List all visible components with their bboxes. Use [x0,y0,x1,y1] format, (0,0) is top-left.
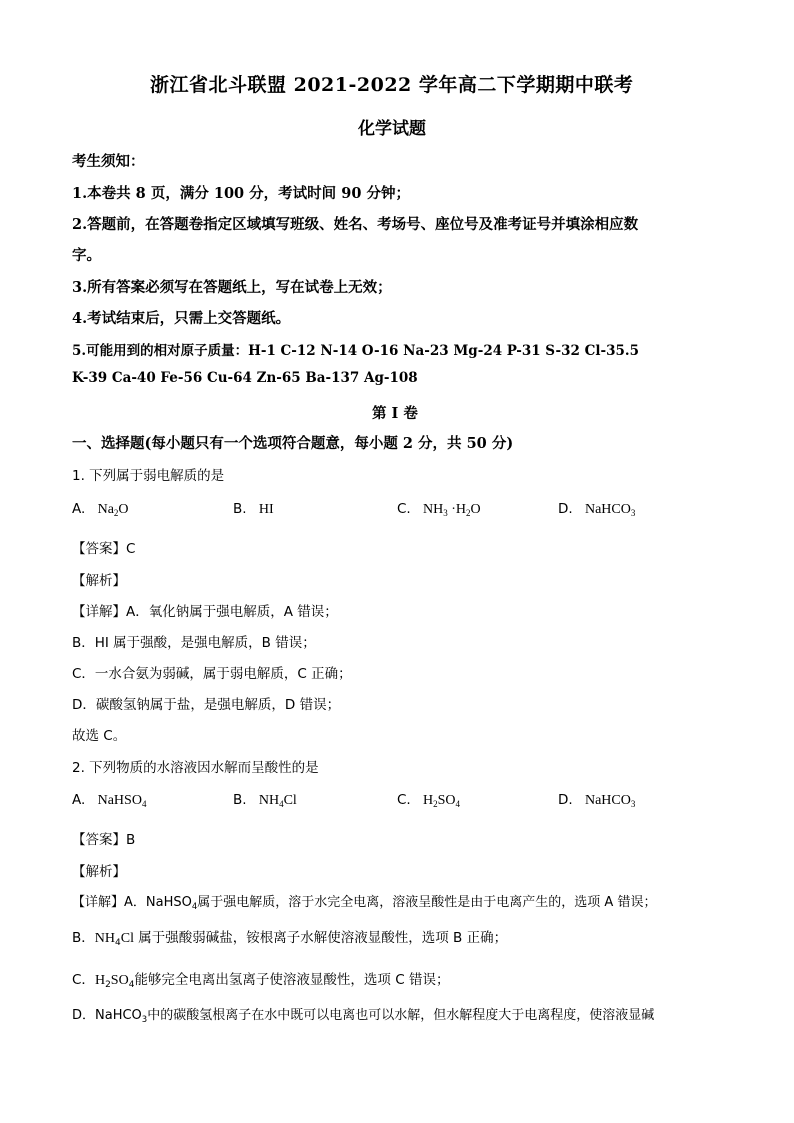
q2-option-d [558,792,635,809]
notice-heading: 考生须知： [72,153,145,170]
section-heading: 一、选择题(每小题只有一个选项符合题意，每小题 2 分，共 50 分) [72,435,514,452]
q1-detail-a: 【详解】A．氧化钠属于强电解质，A 错误； [72,604,338,620]
notice-item-4: 4.考试结束后，只需上交答题纸。 [72,310,291,327]
q1-option-d-label: D. [558,501,573,517]
q1-stem: 1. 下列属于弱电解质的是 [72,468,225,484]
q1-option-a [72,501,129,518]
notice-item-2-line-2: 字。 [72,247,101,264]
q2-option-b-label: B. [233,792,247,808]
notice-item-3: 3.所有答案必须写在答题纸上，写在试卷上无效； [72,279,392,296]
volume-label: 第 I 卷 [372,405,418,422]
q1-option-c [397,501,481,518]
q1-option-b-label: B. [233,501,247,517]
q1-detail-b: B．HI 属于强酸，是强电解质，B 错误； [72,635,316,651]
q2-answer: 【答案】B [72,832,136,848]
q1-option-a-label: A. [72,501,86,517]
q1-option-c-formula: $NH_3 \cdot H_2O$ [423,502,481,518]
q1-analysis-label: 【解析】 [72,573,126,589]
q1-detail-d: D．碳酸氢钠属于盐，是强电解质，D 错误； [72,697,341,713]
notice-item-5-line-1: 5.可能用到的相对原子质量：H-1 C-12 N-14 O-16 Na-23 Mg-24 P-31 S-32 Cl-35.5 [72,343,639,359]
q1-option-d [558,501,635,518]
q1-option-c-label: C. [397,501,411,517]
notice-item-1: 1.本卷共 8 页，满分 100 分，考试时间 90 分钟； [72,185,410,202]
q2-option-a [72,792,146,809]
q2-option-d-formula: NaHCO$_3$ [584,793,636,809]
q1-option-d-formula: NaHCO$_3$ [584,502,636,518]
q2-option-d-label: D. [558,792,573,808]
q1-option-a-formula: $Na_2O$ [97,502,129,518]
q2-detail-d: D．NaHCO$_3$中的碳酸氢根离子在水中既可以电离也可以水解，但水解程度大于电离程度，使溶液显碱 [72,1008,655,1025]
q2-option-c-label: C. [397,792,411,808]
exam-subtitle: 化学试题 [358,119,426,139]
q1-option-b-formula: HI [258,502,274,517]
exam-title: 浙江省北斗联盟 2021-2022 学年高二下学期期中联考 [150,74,634,96]
q2-option-c-formula: $H_2SO_4$ [423,793,461,809]
q1-answer: 【答案】C [72,541,136,557]
q2-option-b-formula: $NH_4Cl$ [258,793,297,809]
q1-option-b [233,501,274,518]
notice-item-2-line-1: 2.答题前，在答题卷指定区域填写班级、姓名、考场号、座位号及准考证号并填涂相应数 [72,216,639,233]
q1-detail-c: C．一水合氨为弱碱，属于弱电解质，C 正确； [72,666,352,682]
q1-conclusion: 故选 C。 [72,728,127,744]
q2-stem: 2. 下列物质的水溶液因水解而呈酸性的是 [72,760,319,776]
q2-option-b [233,792,297,809]
q2-option-a-label: A. [72,792,86,808]
q2-detail-b: B．$NH_4Cl$ 属于强酸弱碱盐，铵根离子水解使溶液显酸性，选项 B 正确； [72,930,508,948]
q2-detail-a: 【详解】A．NaHSO$_4$属于强电解质，溶于水完全电离，溶液呈酸性是由于电离产生的，选项 A 错误； [72,895,657,912]
q2-analysis-label: 【解析】 [72,864,126,880]
q2-option-c [397,792,460,809]
q2-detail-c: C．$H_2SO_4$能够完全电离出氢离子使溶液显酸性，选项 C 错误； [72,972,450,990]
q2-option-a-formula: NaHSO$_4$ [97,793,147,809]
notice-item-5-line-2: K-39 Ca-40 Fe-56 Cu-64 Zn-65 Ba-137 Ag-108 [72,370,418,386]
